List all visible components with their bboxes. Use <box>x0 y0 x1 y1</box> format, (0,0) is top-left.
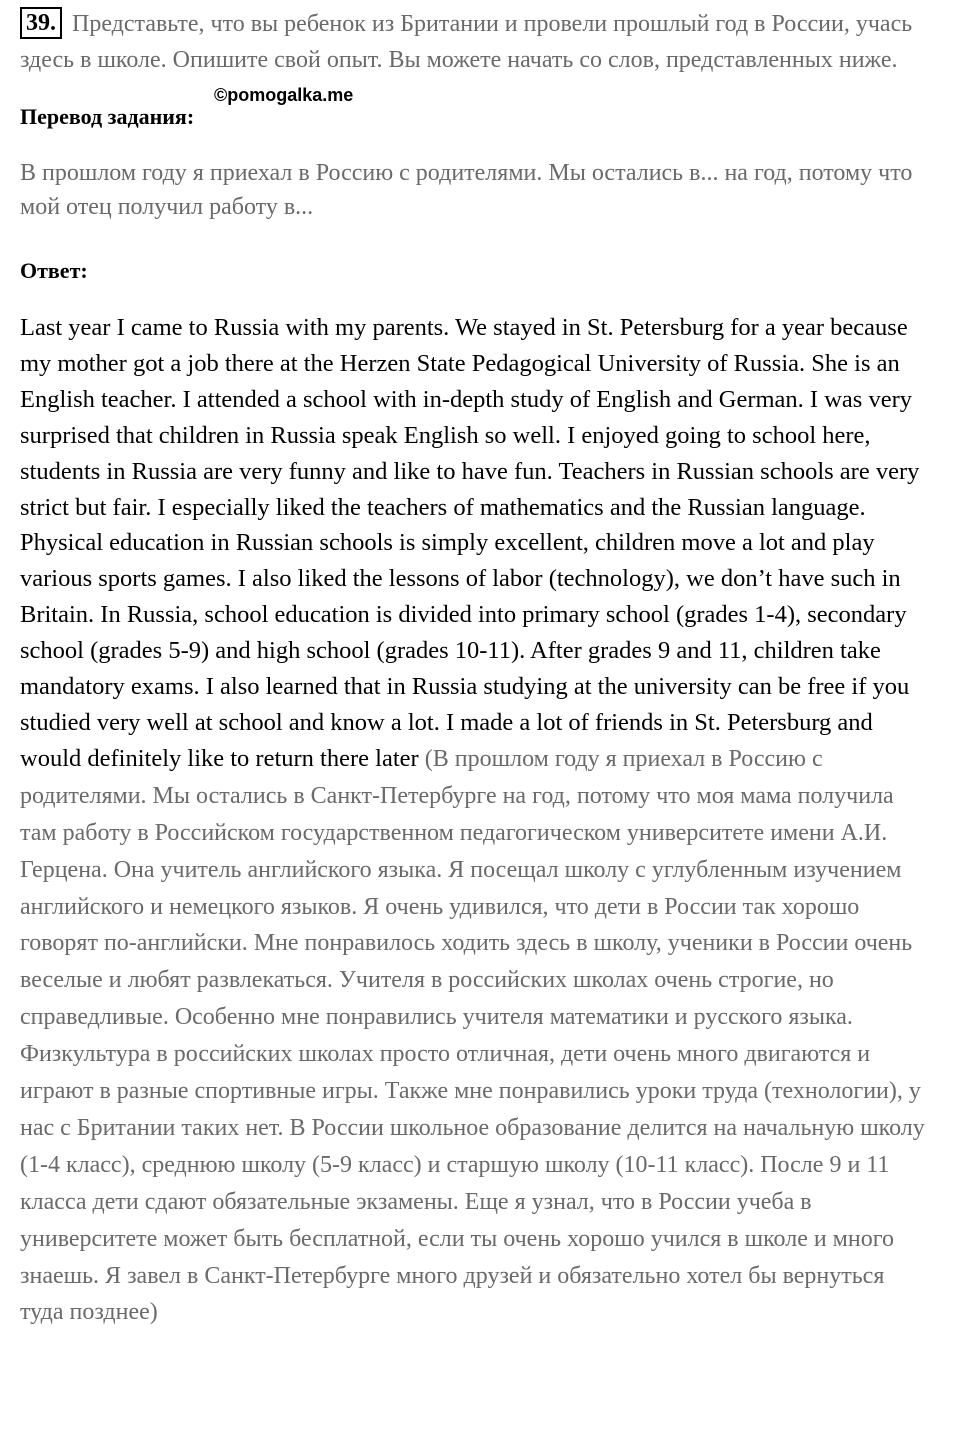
task-text: Представьте, что вы ребенок из Британии и провели прошлый год в России, учась здесь в школе. Опишите свой опыт. Вы можете начать со слов, представленных ниже. <box>20 11 913 73</box>
answer-russian-text: (В прошлом году я приехал в Россию с родителями. Мы остались в Санкт-Петербурге на год, потому что моя мама получила там работу в Российском государственном педагогическом университете имени А.И. Герцена. Она учитель английского языка. Я посещал школу с углубленным изучением английского и немецкого языков. Я очень удивился, что дети в России так хорошо говорят по-английски. Мне понравилось ходить здесь в школу, ученики в России очень веселые и любят развлекаться. Учителя в российских школах очень строгие, но справедливые. Особенно мне понравились учителя математики и русского языка. Физкультура в российских школах просто отличная, дети очень много двигаются и играют в разные спортивные игры. Также мне понравились уроки труда (технологии), у нас с Британии таких нет. В России школьное образование делится на начальную школу (1-4 класс), среднюю школу (5-9 класс) и старшую школу (10-11 класс). После 9 и 11 класса дети сдают обязательные экзамены. Еще я узнал, что в России учеба в университете может быть бесплатной, если ты очень хорошо учился в школе и много знаешь. Я завел в Санкт-Петербурге много друзей и обязательно хотел бы вернуться туда позднее) <box>20 745 925 1326</box>
document-page <box>20 6 925 1331</box>
answer-english-text: Last year I came to Russia with my parents. We stayed in St. Petersburg for a year because my mother got a job there at the Herzen State Pedagogical University of Russia. She is an English teacher. I attended a school with in-depth study of English and German. I was very surprised that children in Russia speak English so well. I enjoyed going to school here, students in Russia are very funny and like to have fun. Teachers in Russian schools are very strict but fair. I especially liked the teachers of mathematics and the Russian language. Physical education in Russian schools is simply excellent, children move a lot and play various sports games. I also liked the lessons of labor (technology), we don’t have such in Britain. In Russia, school education is divided into primary school (grades 1-4), secondary school (grades 5-9) and high school (grades 10-11). After grades 9 and 11, children take mandatory exams. I also learned that in Russia studying at the university can be free if you studied very well at school and know a lot. I made a lot of friends in St. Petersburg and would definitely like to return there later <box>20 314 920 772</box>
translation-heading: Перевод задания: <box>20 104 195 129</box>
task-paragraph <box>20 6 925 78</box>
translation-text: В прошлом году я приехал в Россию с родителями. Мы остались в... на год, потому что мой отец получил работу в... <box>20 160 913 220</box>
answer-paragraph <box>20 310 925 1331</box>
translation-heading-row <box>20 85 925 132</box>
watermark: ©pomogalka.me <box>214 85 354 105</box>
task-number: 39. <box>20 7 62 39</box>
answer-heading: Ответ: <box>20 258 88 283</box>
